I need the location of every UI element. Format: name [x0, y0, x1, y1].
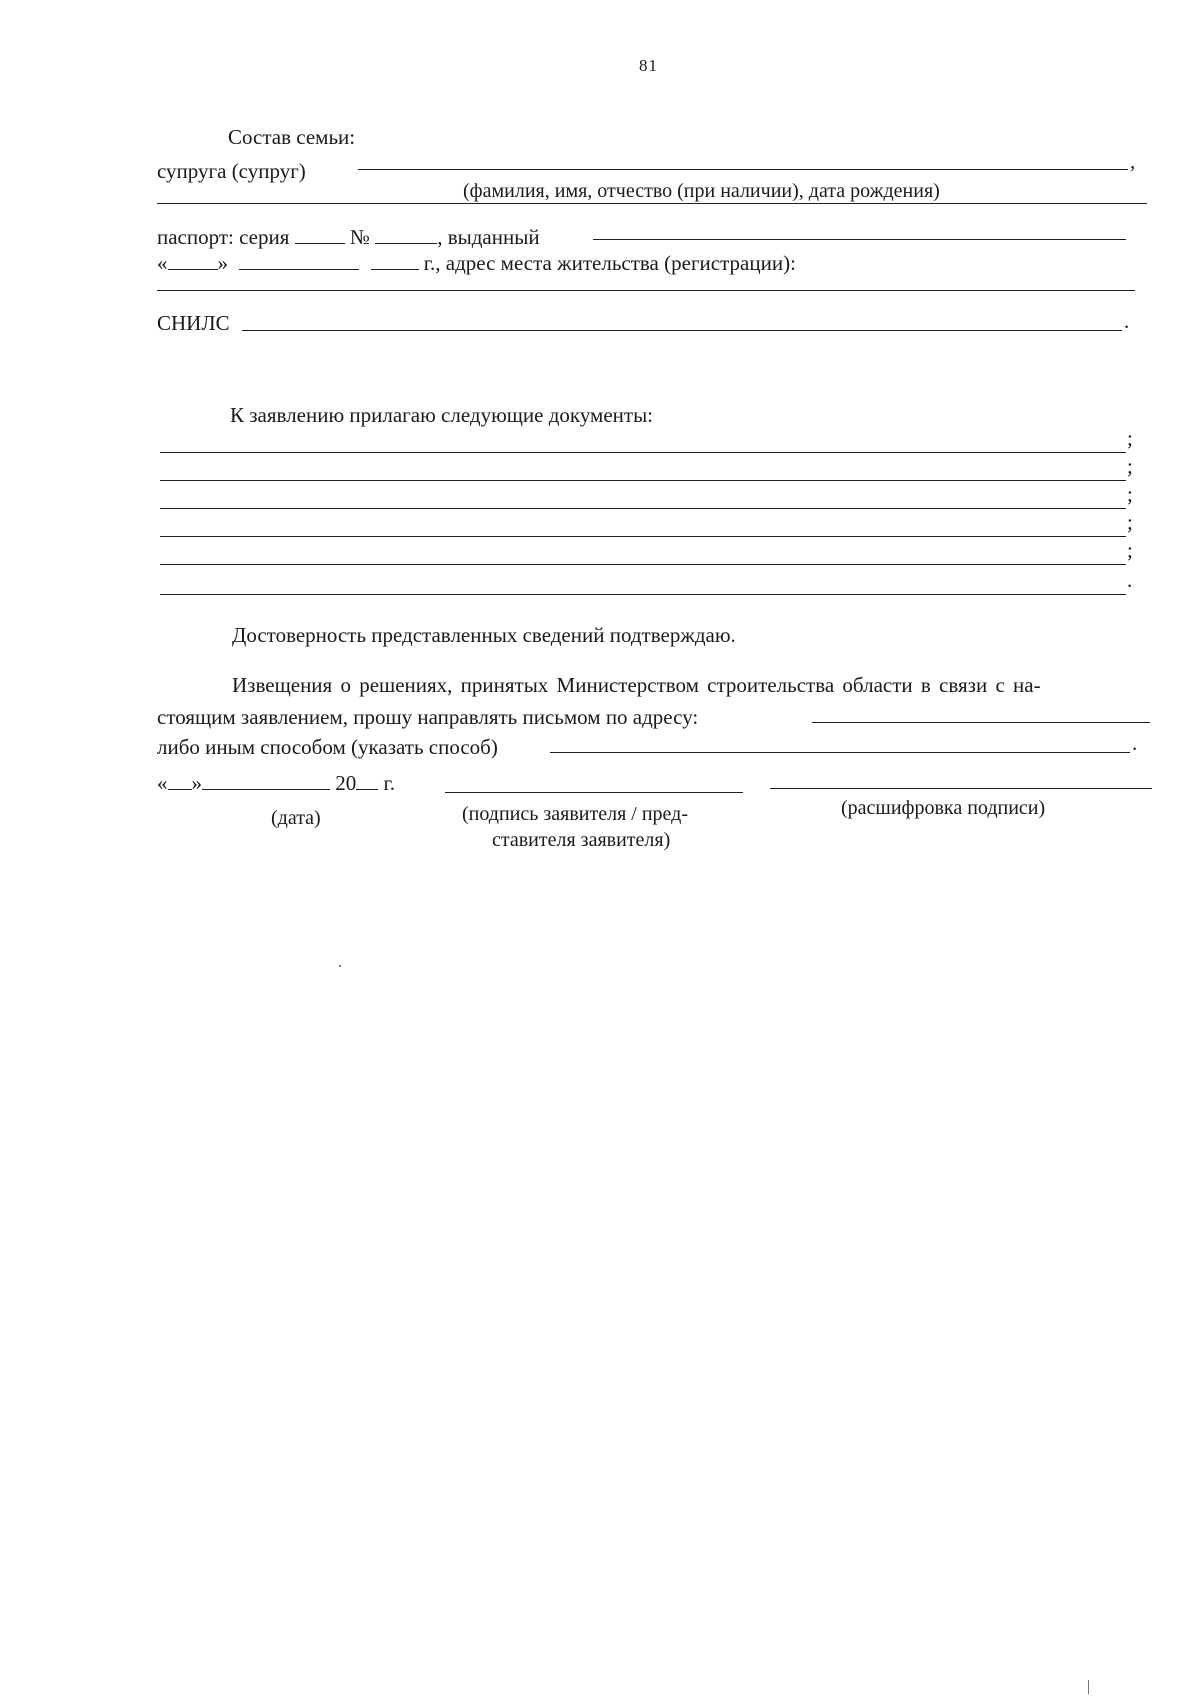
sig-year-blank[interactable]	[356, 771, 378, 790]
sig-month-blank[interactable]	[202, 771, 330, 790]
date-close-quote: »	[217, 251, 228, 275]
attachment-line-5[interactable]	[160, 564, 1126, 565]
passport-issued-line[interactable]	[593, 239, 1126, 240]
spouse-line-end: ,	[1130, 149, 1136, 173]
passport-number-blank[interactable]	[375, 225, 437, 244]
sig-day-blank[interactable]	[168, 771, 192, 790]
attachment-line-3[interactable]	[160, 508, 1126, 509]
caption-date: (дата)	[271, 807, 321, 829]
spouse-label: супруга (супруг)	[157, 159, 306, 183]
notice-line-1: Извещения о решениях, принятых Министерством строительства области в связи с на-	[232, 673, 1041, 697]
address-line[interactable]	[157, 290, 1135, 291]
notice-method-line[interactable]	[550, 752, 1130, 753]
notice-line-3-end: .	[1132, 731, 1138, 755]
scan-speck-edge	[1088, 1680, 1089, 1694]
passport-issued-label: , выданный	[437, 225, 540, 249]
attachment-line-2-end: ;	[1127, 454, 1133, 478]
passport-month-blank[interactable]	[239, 251, 359, 270]
passport-row	[157, 224, 540, 250]
notice-line-3: либо иным способом (указать способ)	[157, 735, 498, 759]
attachment-line-2[interactable]	[160, 480, 1126, 481]
date-open-quote: «	[157, 251, 168, 275]
attachment-line-6[interactable]	[160, 594, 1126, 595]
snils-label: СНИЛС	[157, 311, 230, 335]
passport-date-row	[157, 250, 796, 276]
passport-year-suffix: г., адрес места жительства (регистрации):	[423, 251, 796, 275]
sig-close-quote: »	[191, 771, 202, 795]
confirmation-text: Достоверность представленных сведений подтверждаю.	[232, 623, 736, 647]
passport-series-label: паспорт: серия	[157, 225, 290, 249]
sig-open-quote: «	[157, 771, 168, 795]
attachment-line-6-end: .	[1127, 568, 1133, 592]
notice-address-line[interactable]	[812, 722, 1150, 723]
passport-number-sign: №	[349, 225, 370, 249]
snils-end: .	[1124, 309, 1130, 333]
page-number: 81	[639, 56, 658, 75]
attachments-heading: К заявлению прилагаю следующие документы:	[230, 403, 654, 427]
signature-line[interactable]	[445, 792, 743, 793]
notice-line-2: стоящим заявлением, прошу направлять письмом по адресу:	[157, 705, 699, 729]
attachment-line-5-end: ;	[1127, 538, 1133, 562]
sig-year-suffix: г.	[383, 771, 395, 795]
spouse-name-line-2[interactable]	[157, 203, 1147, 204]
attachment-line-3-end: ;	[1127, 482, 1133, 506]
caption-signature-2: ставителя заявителя)	[492, 829, 671, 851]
family-heading: Состав семьи:	[228, 125, 356, 149]
passport-day-blank[interactable]	[168, 251, 218, 270]
signature-date-row	[157, 770, 395, 796]
spouse-caption: (фамилия, имя, отчество (при наличии), дата рождения)	[463, 180, 940, 202]
passport-year-blank[interactable]	[371, 251, 419, 270]
attachment-line-1[interactable]	[160, 452, 1126, 453]
caption-decode: (расшифровка подписи)	[841, 797, 1046, 819]
attachment-line-1-end: ;	[1127, 426, 1133, 450]
sig-year-prefix: 20	[335, 771, 357, 795]
snils-line[interactable]	[242, 330, 1122, 331]
scan-speck	[339, 965, 341, 967]
caption-signature-1: (подпись заявителя / пред-	[462, 803, 688, 825]
passport-series-blank[interactable]	[295, 225, 345, 244]
attachment-line-4-end: ;	[1127, 510, 1133, 534]
attachment-line-4[interactable]	[160, 536, 1126, 537]
spouse-name-line[interactable]	[358, 169, 1128, 170]
signature-decode-line[interactable]	[770, 788, 1152, 789]
